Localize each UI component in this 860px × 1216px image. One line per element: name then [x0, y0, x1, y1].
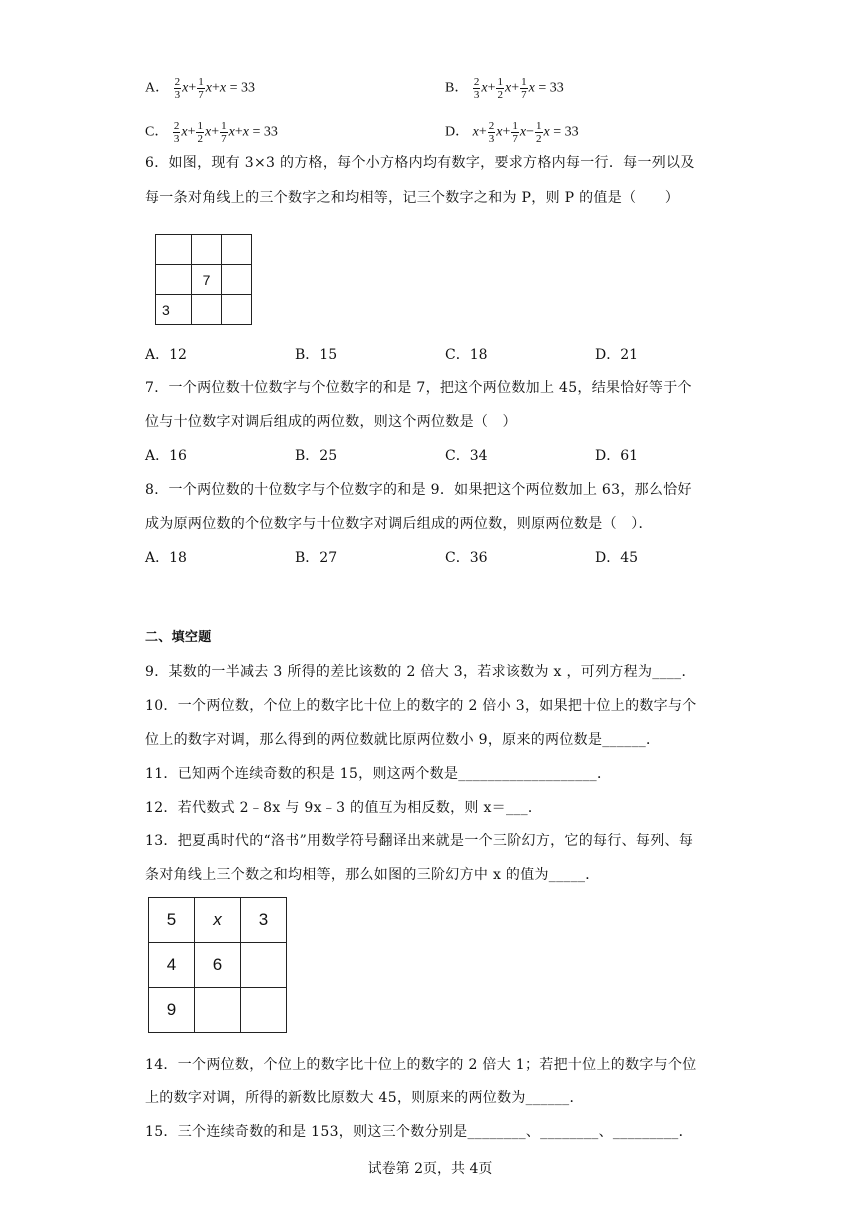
- grid-cell: [241, 943, 287, 988]
- q11-text: 11．已知两个连续奇数的积是 15，则这两个数是___________________．: [145, 766, 612, 782]
- grid-cell: x: [195, 898, 241, 943]
- grid-cell: [192, 295, 222, 325]
- grid-cell: [156, 265, 192, 295]
- q6-option-c: C．18: [445, 347, 488, 363]
- grid-cell: [222, 265, 252, 295]
- q7-option-c: C．34: [445, 448, 488, 464]
- grid-cell: [241, 988, 287, 1033]
- q6-option-b: B．15: [295, 347, 338, 363]
- q8-line2: 成为原两位数的个位数字与十位数字对调后组成的两位数，则原两位数是（ ）．: [145, 516, 653, 532]
- q10-line1: 10．一个两位数，个位上的数字比十位上的数字的 2 倍小 3，如果把十位上的数字与个: [145, 698, 697, 714]
- grid-cell: 6: [195, 943, 241, 988]
- q14-line1: 14．一个两位数，个位上的数字比十位上的数字的 2 倍大 1；若把十位上的数字与个位: [145, 1057, 697, 1073]
- q8-option-a: A．18: [145, 550, 187, 566]
- q6-line1: 6．如图，现有 3×3 的方格，每个小方格内均有数字，要求方格内每一行．每一列以及: [145, 155, 695, 171]
- q8-option-c: C．36: [445, 550, 488, 566]
- q8-line1: 8．一个两位数的十位数字与个位数字的和是 9．如果把这个两位数加上 63，那么恰好: [145, 482, 692, 498]
- q10-line2: 位上的数字对调，那么得到的两位数就比原两位数小 9，原来的两位数是______．: [145, 732, 661, 748]
- q7-option-d: D．61: [595, 448, 639, 464]
- q14-line2: 上的数字对调，所得的新数比原数大 45，则原来的两位数为______．: [145, 1090, 584, 1106]
- q7-option-b: B．25: [295, 448, 338, 464]
- q6-grid: [155, 234, 252, 325]
- q13-line1: 13．把夏禹时代的“洛书”用数学符号翻译出来就是一个三阶幻方，它的每行、每列、每: [145, 833, 694, 849]
- grid-cell: 3: [241, 898, 287, 943]
- q5-option-b: B． $\frac{2}{3}$ x+ $\frac{1}{2}$ x+ $\frac{1}{7}$ x = 33: [445, 76, 564, 101]
- q13-line2: 条对角线上三个数之和均相等，那么如图的三阶幻方中 x 的值为_____．: [145, 867, 600, 883]
- q6-option-d: D．21: [595, 347, 639, 363]
- q7-line2: 位与十位数字对调后组成的两位数，则这个两位数是（ ）: [145, 414, 517, 430]
- q5-option-a: A． $\frac{2}{3}$ x+ $\frac{1}{7}$ x+x = 33: [145, 76, 255, 101]
- grid-cell: 5: [149, 898, 195, 943]
- q15-text: 15．三个连续奇数的和是 153，则这三个数分别是________、________、_________．: [145, 1124, 693, 1140]
- q7-option-a: A．16: [145, 448, 187, 464]
- q9-text: 9．某数的一半减去 3 所得的差比该数的 2 倍大 3，若求该数为 x ，可列方程为____．: [145, 664, 696, 680]
- q5-option-d: D． x+ $\frac{2}{3}$ x+ $\frac{1}{7}$ x− $\frac{1}{2}$ x = 33: [445, 120, 579, 145]
- page-footer: 试卷第 2页，共 4页: [367, 1161, 493, 1177]
- grid-cell: 7: [192, 265, 222, 295]
- q13-magic-square: [148, 897, 287, 1033]
- grid-cell: [156, 235, 192, 265]
- q12-text: 12．若代数式 2﹣8x 与 9x﹣3 的值互为相反数，则 x＝___．: [145, 800, 543, 816]
- q7-line1: 7．一个两位数十位数字与个位数字的和是 7，把这个两位数加上 45，结果恰好等于个: [145, 380, 692, 396]
- q8-option-b: B．27: [295, 550, 338, 566]
- grid-cell: 4: [149, 943, 195, 988]
- q8-option-d: D．45: [595, 550, 639, 566]
- grid-cell: 3: [156, 295, 192, 325]
- grid-cell: [192, 235, 222, 265]
- q5-option-c: C． $\frac{2}{3}$ x+ $\frac{1}{2}$ x+ $\frac{1}{7}$ x+x = 33: [145, 120, 278, 145]
- grid-cell: [222, 235, 252, 265]
- grid-cell: [195, 988, 241, 1033]
- grid-cell: [222, 295, 252, 325]
- q6-option-a: A．12: [145, 347, 187, 363]
- q6-line2: 每一条对角线上的三个数字之和均相等，记三个数字之和为 P，则 P 的值是（ ）: [145, 190, 680, 206]
- grid-cell: 9: [149, 988, 195, 1033]
- section-heading: 二、填空题: [145, 630, 212, 645]
